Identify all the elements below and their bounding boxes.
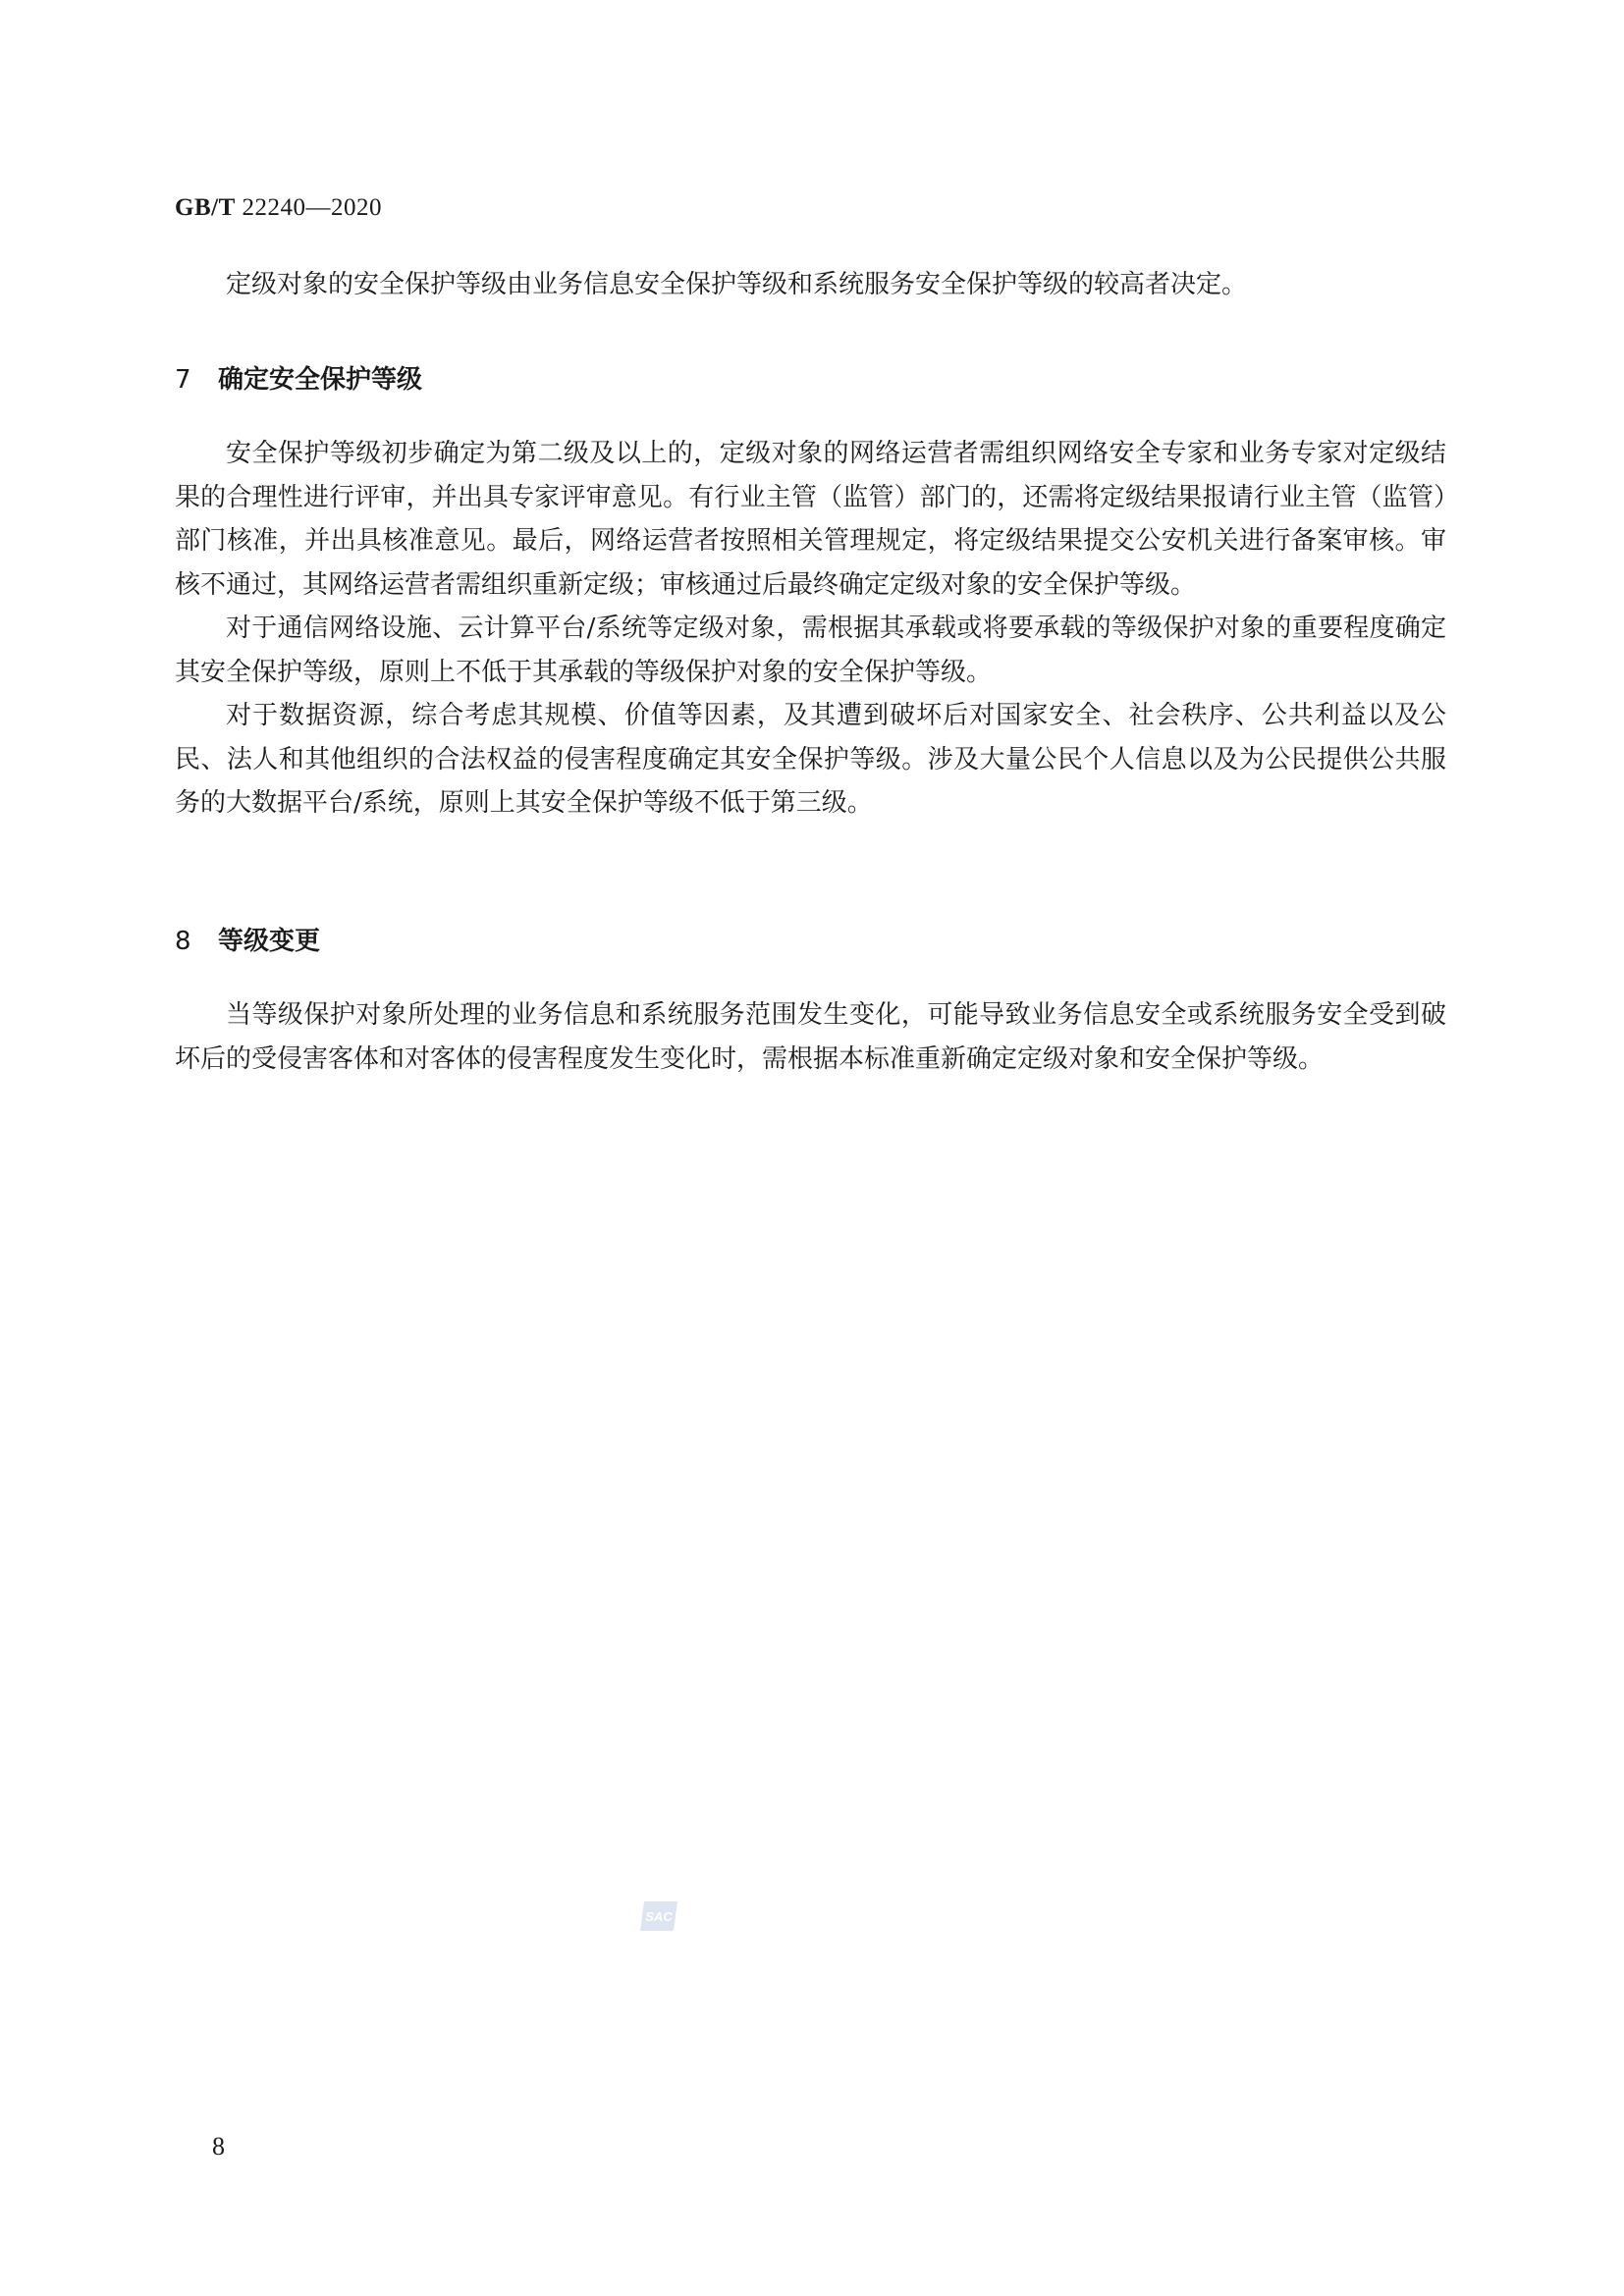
section-8-heading (175, 921, 320, 957)
intro-text (175, 263, 1446, 307)
section-8-paragraph-1: 当等级保护对象所处理的业务信息和系统服务范围发生变化，可能导致业务信息安全或系统服务安全受到破坏后的受侵害客体和对客体的侵害程度发生变化时，需根据本标准重新确定定级对象和安全保护等级。 (175, 1000, 1446, 1074)
section-8-number: 8 (175, 927, 191, 956)
standard-code (175, 194, 382, 222)
section-7-paragraph-2: 对于通信网络设施、云计算平台/系统等定级对象，需根据其承载或将要承载的等级保护对象的重要程度确定其安全保护等级，原则上不低于其承载的等级保护对象的安全保护等级。 (175, 614, 1446, 687)
section-8-body (175, 993, 1446, 1081)
intro-paragraph: 定级对象的安全保护等级由业务信息安全保护等级和系统服务安全保护等级的较高者决定。 (226, 270, 1248, 299)
page-number: 8 (212, 2132, 225, 2161)
sac-watermark-logo (638, 1899, 681, 1933)
section-7-title: 确定安全保护等级 (218, 365, 423, 395)
section-7-number: 7 (175, 365, 191, 395)
section-7-body (175, 432, 1446, 826)
section-7-paragraph-3: 对于数据资源，综合考虑其规模、价值等因素，及其遭到破坏后对国家安全、社会秩序、公共利益以及公民、法人和其他组织的合法权益的侵害程度确定其安全保护等级。涉及大量公民个人信息以及为公民提供公共服务的大数据平台/系统，原则上其安全保护等级不低于第三级。 (175, 701, 1446, 818)
standard-code-prefix: GB/T (175, 194, 236, 221)
svg-text:SAC: SAC (645, 1909, 673, 1924)
section-7-heading (175, 359, 422, 396)
standard-code-number: 22240—2020 (242, 194, 382, 221)
section-7-paragraph-1: 安全保护等级初步确定为第二级及以上的，定级对象的网络运营者需组织网络安全专家和业务专家对定级结果的合理性进行评审，并出具专家评审意见。有行业主管（监管）部门的，还需将定级结果报请行业主管（监管）部门核准，并出具核准意见。最后，网络运营者按照相关管理规定，将定级结果提交公安机关进行备案审核。审核不通过，其网络运营者需组织重新定级；审核通过后最终确定定级对象的安全保护等级。 (175, 439, 1446, 600)
section-8-title: 等级变更 (218, 927, 321, 956)
